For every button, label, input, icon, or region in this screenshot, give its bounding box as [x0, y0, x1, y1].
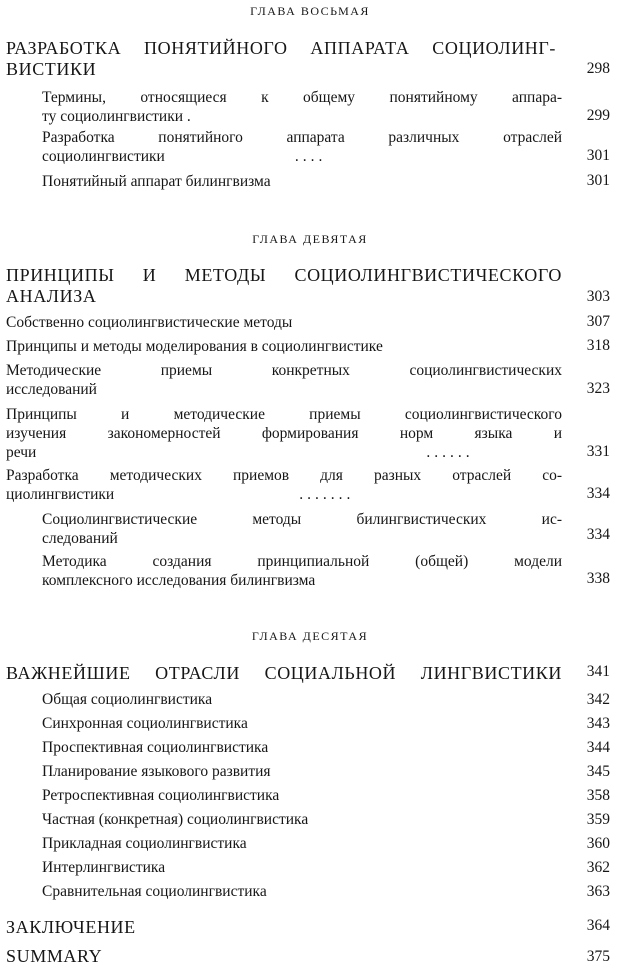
ch8-sub-2-line-1: Разработка понятийного аппарата различных отраслей: [42, 129, 562, 146]
conclusion-label: ЗАКЛЮЧЕНИЕ: [6, 917, 136, 937]
ch9-entry-5-line-1: Разработка методических приемов для разных отраслей со-: [6, 467, 562, 484]
ch8-sub-3-page: 301: [586, 172, 610, 189]
ch9-entry-3-line-1: Методические приемы конкретных социолингвистических: [6, 362, 562, 379]
page-number: 343: [586, 715, 610, 732]
conclusion-entry: [6, 917, 136, 938]
page-number: 362: [586, 859, 610, 876]
ch9-sub-2-line-2: комплексного исследования билингвизма: [42, 572, 316, 589]
conclusion-page: 364: [586, 917, 610, 934]
page-number: 345: [586, 763, 610, 780]
ch9-entry-3: [6, 361, 562, 399]
ch8-sub-1-line-1: Термины, относящиеся к общему понятийному аппара-: [42, 89, 562, 106]
page-number: 358: [586, 787, 610, 804]
ch9-entry-5: [6, 466, 562, 504]
ch8-sub-3: [42, 172, 562, 191]
page-number: 342: [586, 691, 610, 708]
page-number: 344: [586, 739, 610, 756]
ch8-main-page: 298: [586, 60, 610, 77]
ch9-main-entry: [6, 265, 562, 307]
ch9-sub-2-page: 338: [586, 570, 610, 587]
ch9-entry-5-line-2: циолингвистики: [6, 486, 115, 503]
ch10-main-page: 341: [586, 663, 610, 680]
ch10-page-list: [560, 690, 610, 906]
leader-dots: ....: [294, 148, 327, 165]
list-item: Ретроспективная социолингвистика: [42, 787, 280, 804]
list-item: Прикладная социолингвистика: [42, 835, 247, 852]
summary-entry: [6, 946, 102, 967]
list-item: Сравнительная социолингвистика: [42, 883, 267, 900]
ch8-sub-1: [42, 88, 562, 126]
list-item: Интерлингвистика: [42, 859, 166, 876]
ch9-entry-1: [6, 313, 562, 332]
summary-label: SUMMARY: [6, 946, 103, 966]
chapter-9-heading: ГЛАВА ДЕВЯТАЯ: [252, 232, 368, 246]
ch9-entry-4: [6, 405, 562, 462]
list-item: Частная (конкретная) социолингвистика: [42, 811, 309, 828]
ch9-entry-1-text: Собственно социолингвистические методы: [6, 314, 293, 331]
chapter-8-heading: ГЛАВА ВОСЬМАЯ: [250, 4, 370, 18]
list-item: Синхронная социолингвистика: [42, 715, 248, 732]
ch8-main-line-1: РАЗРАБОТКА ПОНЯТИЙНОГО АППАРАТА СОЦИОЛИНГ-: [6, 38, 556, 58]
ch9-entry-4-line-2: изучения закономерностей формирования норм языка и: [6, 425, 562, 442]
ch9-entry-2-page: 318: [586, 337, 610, 354]
ch9-sub-2: [42, 552, 562, 590]
ch9-main-page: 303: [586, 288, 610, 305]
page-number: 359: [586, 811, 610, 828]
ch8-sub-2-page: 301: [586, 147, 610, 164]
page-number: 363: [586, 883, 610, 900]
ch8-main-entry: [6, 38, 556, 80]
ch9-entry-3-line-2: исследований: [6, 381, 97, 398]
ch9-main-line-1: ПРИНЦИПЫ И МЕТОДЫ СОЦИОЛИНГВИСТИЧЕСКОГО: [6, 265, 562, 285]
ch9-sub-1-page: 334: [586, 526, 610, 543]
summary-page: 375: [586, 948, 610, 965]
chapter-10-heading: ГЛАВА ДЕСЯТАЯ: [251, 629, 369, 643]
ch8-sub-2-line-2: социолингвистики: [42, 148, 165, 165]
ch8-sub-1-page: 299: [586, 107, 610, 124]
ch9-entry-4-line-1: Принципы и методические приемы социолингвистического: [6, 406, 562, 423]
ch9-entry-5-page: 334: [586, 485, 610, 502]
ch8-sub-2: [42, 128, 562, 166]
leader-dots: ......: [426, 444, 474, 461]
ch9-sub-1-line-1: Социолингвистические методы билингвистических ис-: [42, 511, 562, 528]
list-item: Планирование языкового развития: [42, 763, 271, 780]
list-item: Общая социолингвистика: [42, 691, 213, 708]
ch9-sub-1-line-2: следований: [42, 530, 118, 547]
ch9-entry-2-text: Принципы и методы моделирования в социолингвистике: [6, 338, 383, 355]
leader-dots: .......: [299, 486, 355, 503]
list-item: Проспективная социолингвистика: [42, 739, 269, 756]
ch10-main-entry: [6, 663, 562, 684]
ch9-entry-4-line-3: речи: [6, 444, 37, 461]
ch9-entry-2: [6, 337, 562, 356]
ch8-sub-3-text: Понятийный аппарат билингвизма: [42, 173, 271, 190]
ch9-main-line-2: АНАЛИЗА: [6, 286, 97, 306]
page-number: 360: [586, 835, 610, 852]
ch9-entry-4-page: 331: [586, 443, 610, 460]
ch8-sub-1-line-2: ту социолингвистики .: [42, 108, 191, 125]
ch9-entry-1-page: 307: [586, 313, 610, 330]
ch10-main-text: ВАЖНЕЙШИЕ ОТРАСЛИ СОЦИАЛЬНОЙ ЛИНГВИСТИКИ: [6, 663, 562, 683]
ch8-main-line-2: ВИСТИКИ: [6, 59, 97, 79]
ch9-entry-3-page: 323: [586, 380, 610, 397]
ch9-sub-2-line-1: Методика создания принципиальной (общей) модели: [42, 553, 562, 570]
ch10-item-list: [42, 690, 562, 906]
ch9-sub-1: [42, 510, 562, 548]
